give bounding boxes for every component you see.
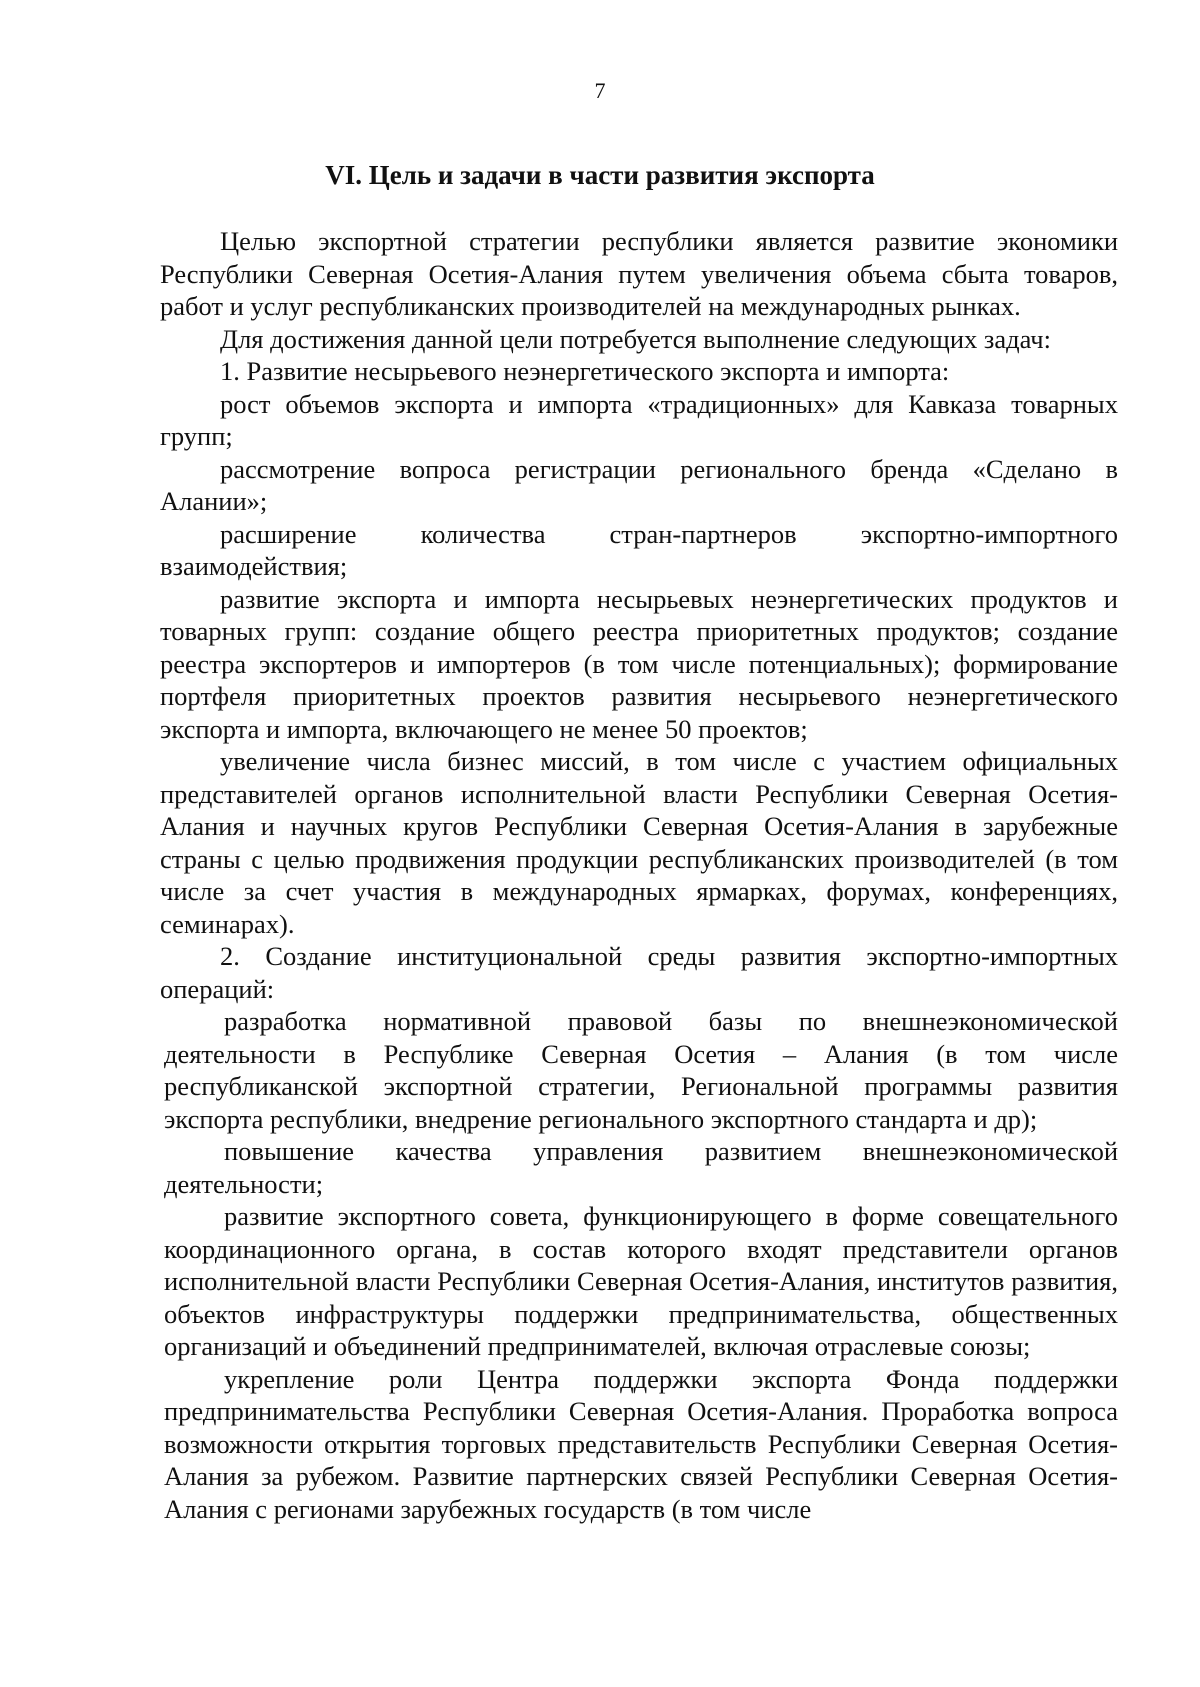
paragraph: развитие экспорта и импорта несырьевых неэнергетических продуктов и товарных групп: создание общего реестра приоритетных продуктов; создание реестра экспортеров и импортеров (в том числе потенциальных); формирование портфеля приоритетных проектов развития несырьевого неэнергетического экспорта и импорта, включающего не менее 50 проектов; [160, 583, 1118, 744]
paragraph: 2. Создание институциональной среды развития экспортно-импортных операций: [160, 941, 1118, 1004]
paragraph: развитие экспортного совета, функционирующего в форме совещательного координационного органа, в состав которого входят представители органов исполнительной власти Республики Северная Осетия-Алания, институтов развития, объектов инфраструктуры поддержки предпринимательства, общественных организаций и объединений предпринимателей, включая отраслевые союзы; [164, 1201, 1118, 1361]
body-text [160, 225, 1118, 1525]
paragraph: Для достижения данной цели потребуется выполнение следующих задач: [220, 323, 1051, 354]
paragraph: разработка нормативной правовой базы по внешнеэкономической деятельности в Республике Северная Осетия – Алания (в том числе республиканской экспортной стратегии, Региональной программы развития экспорта республики, внедрение регионального экспортного стандарта и др); [164, 1006, 1118, 1134]
page-number: 7 [594, 78, 606, 103]
paragraph: расширение количества стран-партнеров экспортно-импортного взаимодействия; [160, 518, 1118, 581]
paragraph: Целью экспортной стратегии республики является развитие экономики Республики Северная Осетия-Алания путем увеличения объема сбыта товаров, работ и услуг республиканских производителей на международных рынках. [160, 226, 1118, 321]
paragraph: рассмотрение вопроса регистрации регионального бренда «Сделано в Алании»; [160, 453, 1118, 516]
section-heading: VI. Цель и задачи в части развития экспорта [325, 160, 875, 190]
paragraph: 1. Развитие несырьевого неэнергетического экспорта и импорта: [220, 356, 950, 386]
paragraph: рост объемов экспорта и импорта «традиционных» для Кавказа товарных групп; [160, 388, 1118, 451]
paragraph: укрепление роли Центра поддержки экспорта Фонда поддержки предпринимательства Республики Северная Осетия-Алания. Проработка вопроса возможности открытия торговых представительств Республики Северная Осетия-Алания за рубежом. Развитие партнерских связей Республики Северная Осетия-Алания с регионами зарубежных государств (в том числе [164, 1363, 1118, 1524]
paragraph: повышение качества управления развитием внешнеэкономической деятельности; [164, 1136, 1118, 1199]
paragraph: увеличение числа бизнес миссий, в том числе с участием официальных представителей органов исполнительной власти Республики Северная Осетия-Алания и научных кругов Республики Северная Осетия-Алания в зарубежные страны с целью продвижения продукции республиканских производителей (в том числе за счет участия в международных ярмарках, форумах, конференциях, семинарах). [160, 746, 1118, 939]
